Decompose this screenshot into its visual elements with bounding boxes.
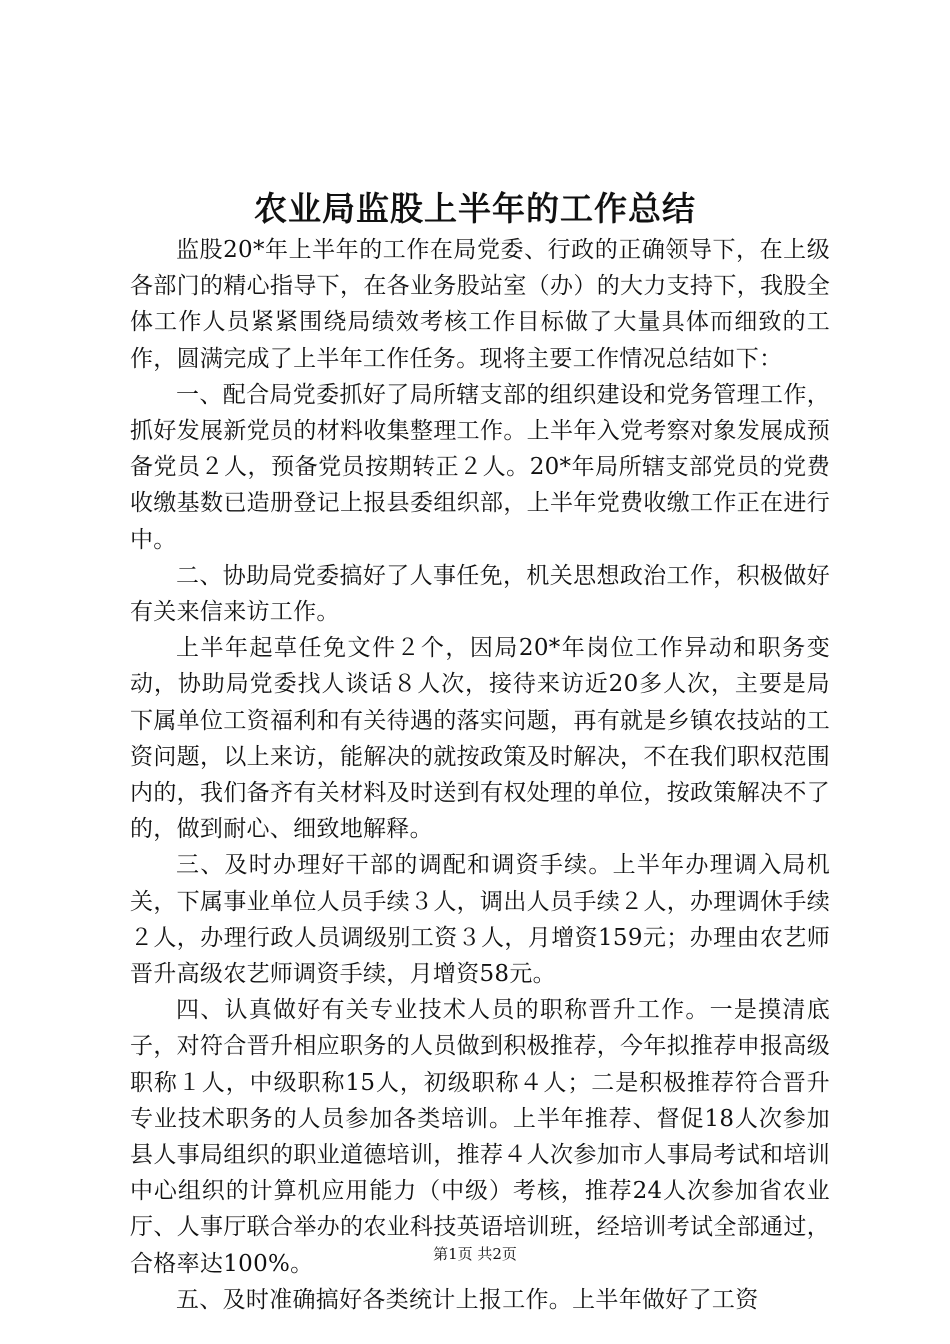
page-number-footer: 第1页 共2页 [433, 1245, 517, 1263]
paragraph-section-5: 五、及时准确搞好各类统计上报工作。上半年做好了工资 [176, 1286, 759, 1313]
paragraph-intro: 监股20*年上半年的工作在局党委、行政的正确领导下，在上级各部门的精心指导下，在各业务股站室（办）的大力支持下，我股全体工作人员紧紧围绕局绩效考核工作目标做了大量具体而细致的工作，圆满完成了上半年工作任务。现将主要工作情况总结如下： [130, 237, 830, 372]
paragraph-section-1: 一、配合局党委抓好了局所辖支部的组织建设和党务管理工作，抓好发展新党员的材料收集整理工作。上半年入党考察对象发展成预备党员２人，预备党员按期转正２人。20*年局所辖支部党员的党费收缴基数已造册登记上报县委组织部，上半年党费收缴工作正在进行中。 [130, 381, 830, 553]
paragraph-section-4: 四、认真做好有关专业技术人员的职称晋升工作。一是摸清底子，对符合晋升相应职务的人员做到积极推荐，今年拟推荐申报高级职称１人，中级职称15人，初级职称４人；二是积极推荐符合晋升专业技术职务的人员参加各类培训。上半年推荐、督促18人次参加县人事局组织的职业道德培训，推荐４人次参加市人事局考试和培训中心组织的计算机应用能力（中级）考核，推荐24人次参加省农业厅、人事厅联合举办的农业科技英语培训班，经培训考试全部通过，合格率达100%。 [130, 997, 830, 1277]
paragraph-section-2-detail: 上半年起草任免文件２个，因局20*年岗位工作异动和职务变动，协助局党委找人谈话８人次，接待来访近20多人次，主要是局下属单位工资福利和有关待遇的落实问题，再有就是乡镇农技站的工资问题，以上来访，能解决的就按政策及时解决，不在我们职权范围内的，我们备齐有关材料及时送到有权处理的单位，按政策解决不了的，做到耐心、细致地解释。 [130, 635, 830, 843]
document-title: 农业局监股上半年的工作总结 [254, 189, 696, 228]
document-body [130, 232, 830, 1318]
paragraph-section-2: 二、协助局党委搞好了人事任免，机关思想政治工作，积极做好有关来信来访工作。 [130, 562, 830, 626]
paragraph-section-3: 三、及时办理好干部的调配和调资手续。上半年办理调入局机关，下属事业单位人员手续３人，调出人员手续２人，办理调休手续２人，办理行政人员调级别工资３人，月增资159元；办理由农艺师晋升高级农艺师调资手续，月增资58元。 [130, 852, 830, 988]
